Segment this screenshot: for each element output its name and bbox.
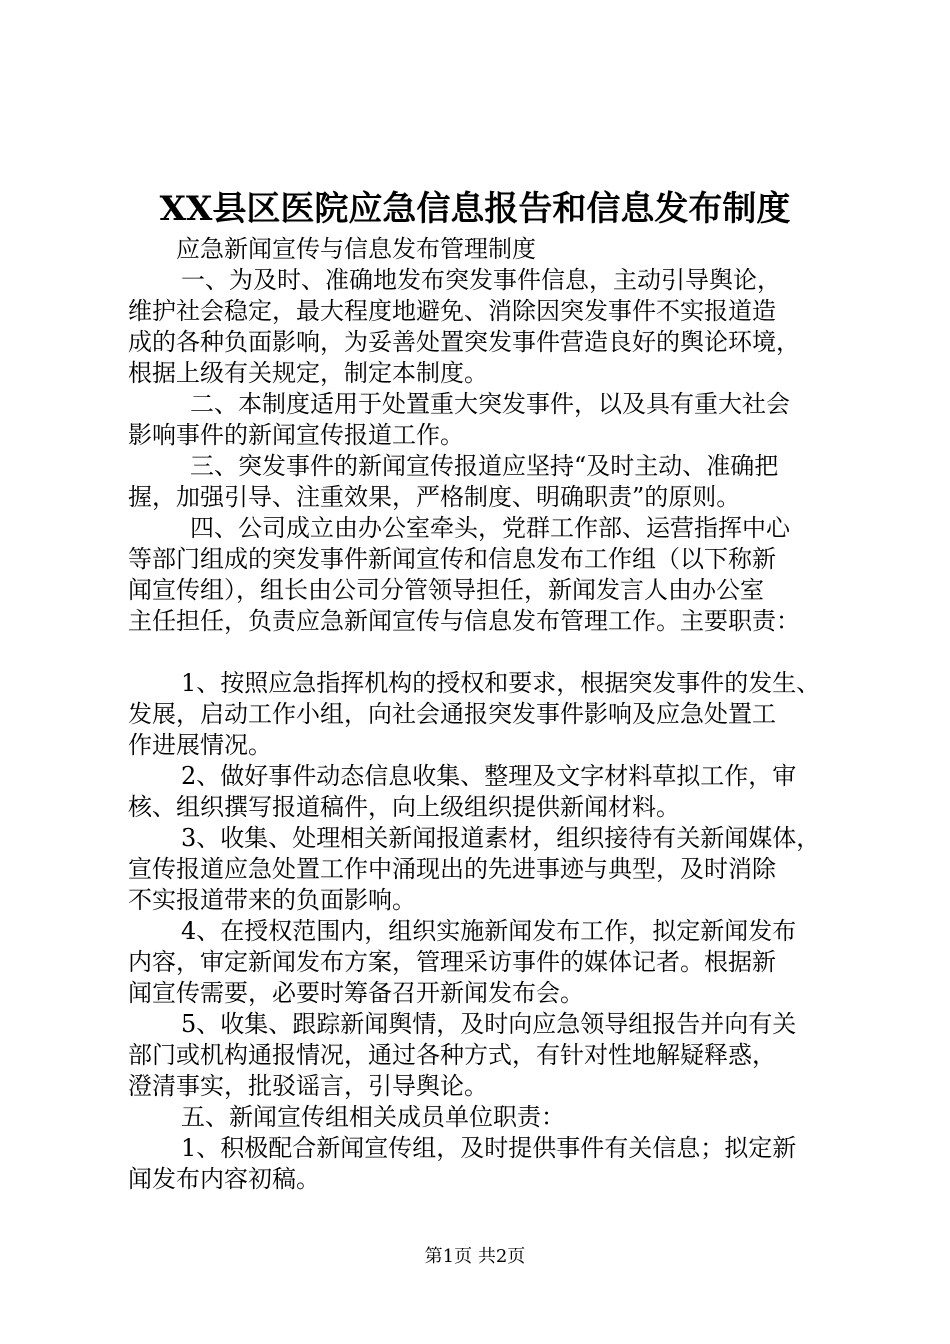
text-line: 5、收集、跟踪新闻舆情，及时向应急领导组报告并向有关	[181, 1010, 797, 1038]
text-line: 影响事件的新闻宣传报道工作。	[128, 421, 464, 449]
text-line: 闻宣传组），组长由公司分管领导担任，新闻发言人由办公室	[128, 576, 764, 604]
document-title: XX县区医院应急信息报告和信息发布制度	[159, 189, 791, 229]
text-line: 闻发布内容初稿。	[128, 1165, 320, 1193]
text-line: 一、为及时、准确地发布突发事件信息，主动引导舆论，	[181, 266, 781, 294]
text-line: 2、做好事件动态信息收集、整理及文字材料草拟工作，审	[181, 762, 797, 790]
text-line: 主任担任，负责应急新闻宣传与信息发布管理工作。主要职责：	[128, 607, 800, 635]
text-line: 部门或机构通报情况，通过各种方式，有针对性地解疑释惑，	[128, 1041, 776, 1069]
page-footer: 第1页 共2页	[424, 1246, 526, 1267]
text-line: 握，加强引导、注重效果，严格制度、明确职责”的原则。	[128, 483, 741, 511]
text-line: 三、突发事件的新闻宣传报道应坚持“及时主动、准确把	[190, 452, 779, 480]
document-body	[128, 234, 848, 1195]
text-line: 宣传报道应急处置工作中涌现出的先进事迹与典型，及时消除	[128, 855, 776, 883]
text-line: 二、本制度适用于处置重大突发事件，以及具有重大社会	[190, 390, 790, 418]
text-line: 维护社会稳定，最大程度地避免、消除因突发事件不实报道造	[128, 297, 776, 325]
text-line: 1、积极配合新闻宣传组，及时提供事件有关信息；拟定新	[181, 1134, 797, 1162]
text-line: 不实报道带来的负面影响。	[128, 886, 416, 914]
text-line: 根据上级有关规定，制定本制度。	[128, 359, 488, 387]
text-line: 四、公司成立由办公室牵头，党群工作部、运营指挥中心	[190, 514, 790, 542]
text-line: 成的各种负面影响，为妥善处置突发事件营造良好的舆论环境，	[128, 328, 800, 356]
text-line: 1、按照应急指挥机构的授权和要求，根据突发事件的发生、	[181, 669, 821, 697]
text-line: 等部门组成的突发事件新闻宣传和信息发布工作组（以下称新	[128, 545, 776, 573]
text-line: 发展，启动工作小组，向社会通报突发事件影响及应急处置工	[128, 700, 776, 728]
text-line: 作进展情况。	[128, 731, 272, 759]
text-line: 五、新闻宣传组相关成员单位职责：	[181, 1103, 565, 1131]
text-line: 核、组织撰写报道稿件，向上级组织提供新闻材料。	[128, 793, 680, 821]
text-line: 应急新闻宣传与信息发布管理制度	[176, 235, 536, 263]
text-line: 闻宣传需要，必要时筹备召开新闻发布会。	[128, 979, 584, 1007]
blank-line	[128, 637, 848, 668]
text-line: 4、在授权范围内，组织实施新闻发布工作，拟定新闻发布	[181, 917, 797, 945]
text-line: 内容，审定新闻发布方案，管理采访事件的媒体记者。根据新	[128, 948, 776, 976]
text-line: 澄清事实，批驳谣言，引导舆论。	[128, 1072, 488, 1100]
text-line: 3、收集、处理相关新闻报道素材，组织接待有关新闻媒体，	[181, 824, 821, 852]
